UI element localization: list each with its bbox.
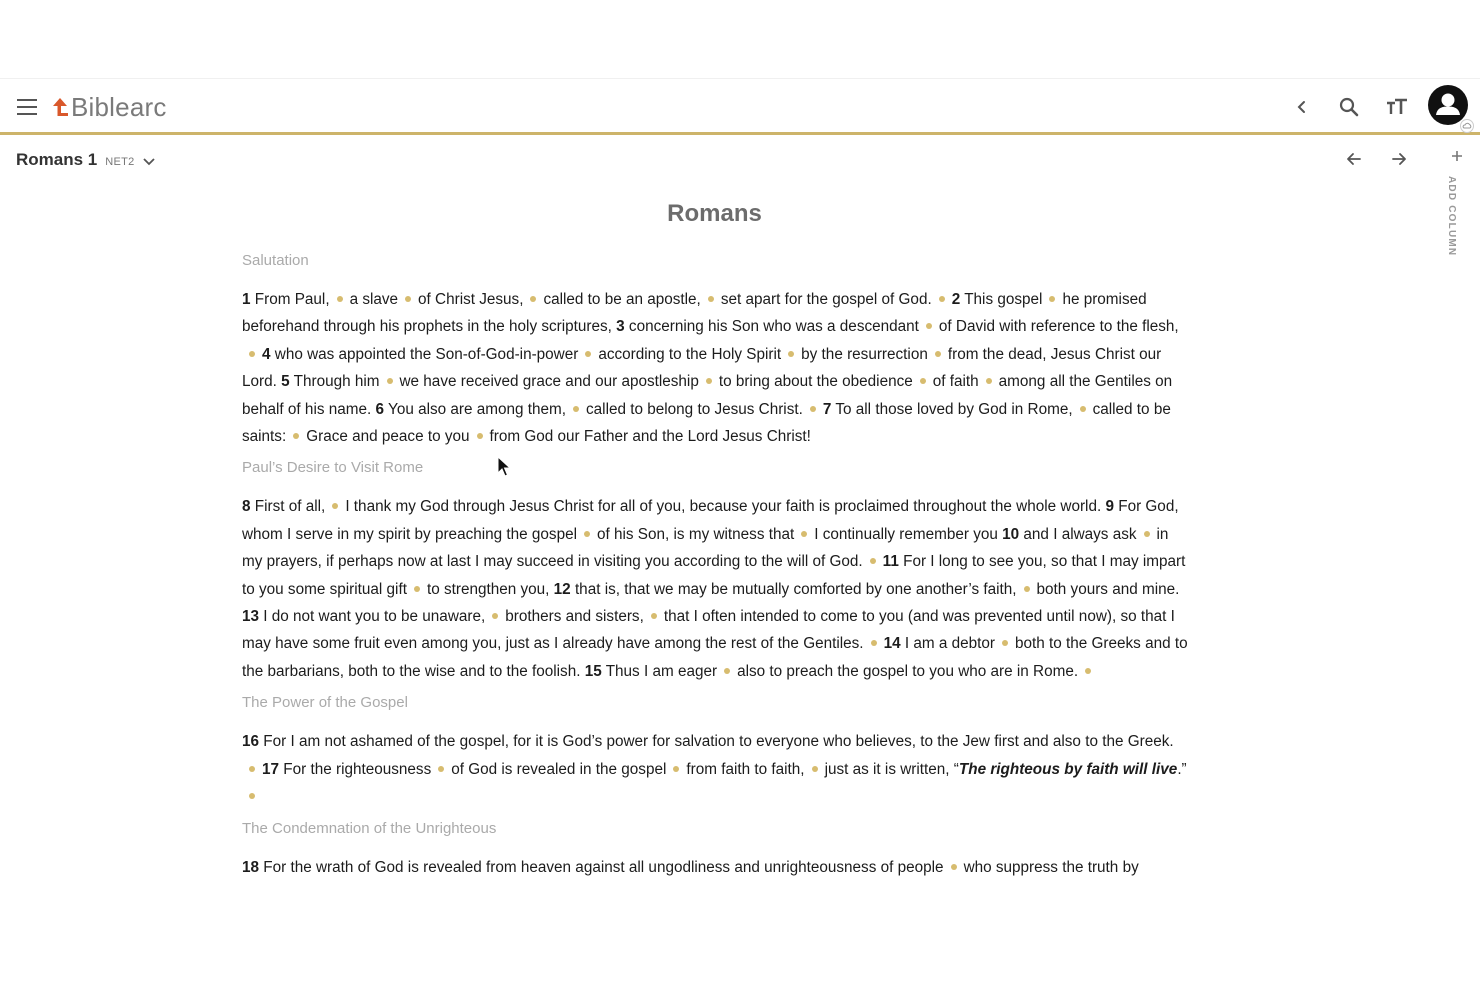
menu-icon[interactable] [17,99,37,115]
section-heading: The Power of the Gospel [242,694,408,712]
note-marker[interactable] [673,766,679,772]
section-heading: Paul’s Desire to Visit Rome [242,459,424,477]
note-marker[interactable] [801,531,807,537]
note-marker[interactable] [1049,296,1055,302]
verse-text: from God our Father and the Lord Jesus Christ! [489,428,811,446]
verse-text: For the wrath of God is revealed from heaven against all ungodliness and unrighteousness of people [263,858,944,876]
verse-number: 1 [242,291,251,308]
note-marker[interactable] [387,378,393,384]
note-marker[interactable] [871,640,877,646]
verse-number: 13 [242,608,260,626]
note-marker[interactable] [706,378,712,384]
verse-text: from the dead, Jesus Christ our Lord. [242,345,1162,391]
scripture-quote: The righteous by faith will live [958,760,1178,778]
section-heading: Salutation [242,252,309,269]
verse-text: he promised beforehand through his prophets in the holy scriptures, [242,291,1147,336]
arrow-right-icon [1391,152,1407,166]
verse-text: among all the Gentiles on behalf of his name. [242,373,1173,418]
add-column-button[interactable] [1440,138,1474,264]
verse-number: 5 [281,373,290,391]
cloud-sync-icon [1460,119,1474,133]
verse-text: we have received grace and our apostleship [399,373,699,391]
note-marker[interactable] [1080,406,1086,412]
note-marker[interactable] [492,613,498,619]
verse-number: 7 [822,400,832,418]
note-marker[interactable] [573,406,579,412]
verse-paragraph [242,854,1192,881]
note-marker[interactable] [249,766,255,772]
passage-selector[interactable] [16,150,155,170]
verse-text: of his Son, is my witness that [597,525,795,543]
passage-content [242,195,1192,910]
plus-icon [1451,150,1463,162]
next-chapter-button[interactable] [1384,146,1414,172]
verse-number: 18 [242,858,260,876]
verse-text: I do not want you to be unaware, [263,608,486,626]
verse-text: Through him [293,373,380,391]
note-marker[interactable] [812,766,818,772]
verse-text: Grace and peace to you [306,428,470,446]
note-marker[interactable] [530,296,536,302]
verse-text: To all those loved by God in Rome, [835,400,1073,418]
verse-paragraph [242,286,1192,450]
verse-text: of David with reference to the flesh, [938,318,1179,336]
verse-number: 15 [584,662,602,680]
text-size-icon[interactable] [1383,93,1411,121]
verse-text: For I am not ashamed of the gospel, for it is God’s power for salvation to everyone who believes, to the Jew first and also to the Greek. [263,733,1174,751]
verse-text: I continually remember you [814,525,998,543]
verse-text: called to belong to Jesus Christ. [586,400,803,418]
note-marker[interactable] [870,558,876,564]
previous-chapter-button[interactable] [1339,146,1369,172]
verse-text: From Paul, [254,291,330,308]
verse-text: set apart for the gospel of God. [720,291,932,308]
note-marker[interactable] [788,351,794,357]
note-marker[interactable] [249,793,255,799]
verse-number: 2 [951,291,961,308]
verse-text: of faith [932,373,979,391]
version-label: NET2 [105,156,135,168]
add-column-label: ADD COLUMN [1446,176,1457,257]
verse-number: 11 [882,553,899,571]
chevron-left-icon[interactable] [1288,93,1316,121]
verse-text: to strengthen you, [426,580,550,598]
chevron-down-icon [143,158,155,166]
section-heading: The Condemnation of the Unrighteous [242,819,497,837]
verse-text: that I often intended to come to you (and was prevented until now), so that I may have some fruit even among you, just as I already have among the rest of the Gentiles. [242,608,1175,653]
note-marker[interactable] [584,531,590,537]
verse-number: 16 [242,733,260,751]
top-bar [0,78,1480,135]
verse-text: according to the Holy Spirit [598,345,782,363]
verse-text: For the righteousness [283,760,432,778]
note-marker[interactable] [708,296,714,302]
verse-text: of Christ Jesus, [418,291,524,308]
note-marker[interactable] [920,378,926,384]
note-marker[interactable] [724,668,730,674]
note-marker[interactable] [405,296,411,302]
note-marker[interactable] [926,323,932,329]
verse-text: brothers and sisters, [505,608,644,626]
note-marker[interactable] [1024,586,1030,592]
note-marker[interactable] [293,433,299,439]
verse-number: 17 [262,760,280,778]
verse-text: a slave [349,291,399,308]
verse-number: 8 [242,498,251,516]
verse-text: from faith to faith, [686,760,805,778]
note-marker[interactable] [332,503,338,509]
passage-sections [242,252,1192,881]
note-marker[interactable] [935,351,941,357]
note-marker[interactable] [939,296,945,302]
search-icon[interactable] [1335,93,1363,121]
verse-text: of God is revealed in the gospel [451,760,667,778]
verse-number: 3 [616,318,625,336]
verse-text: both yours and mine. [1036,580,1180,598]
note-marker[interactable] [249,351,255,357]
verse-number: 12 [553,580,571,598]
verse-text: You also are among them, [388,400,567,418]
verse-text: called to be saints: [242,400,1171,446]
verse-text: who was appointed the Son-of-God-in-power [274,345,579,363]
passage-toolbar [0,138,1440,182]
verse-text: I am a debtor [904,635,995,653]
mouse-cursor-icon [497,456,511,478]
verse-number: 9 [1105,498,1114,516]
verse-text: both to the Greeks and to the barbarians, both to the wise and to the foolish. [242,635,1188,680]
verse-paragraph [242,728,1192,810]
verse-text: and I always ask [1023,525,1137,543]
app-logo[interactable] [50,89,167,125]
verse-text: who suppress the truth by [963,858,1139,876]
note-marker[interactable] [986,378,992,384]
note-marker[interactable] [438,766,444,772]
book-title: Romans [667,200,762,227]
verse-text: just as it is written, “ [824,760,959,778]
passage-reference: Romans 1 [16,150,98,169]
verse-number: 4 [262,345,271,363]
verse-number: 6 [375,400,385,418]
note-marker[interactable] [1144,531,1150,537]
verse-text: that is, that we may be mutually comforted by one another’s faith, [574,580,1017,598]
verse-text: also to preach the gospel to you who are in Rome. [737,662,1079,680]
verse-text: to bring about the obedience [718,373,913,391]
verse-text: For I long to see you, so that I may impart to you some spiritual gift [242,553,1186,598]
note-marker[interactable] [337,296,343,302]
verse-text: I thank my God through Jesus Christ for all of you, because your faith is proclaimed throughout the whole world. [345,498,1102,516]
note-marker[interactable] [585,351,591,357]
verse-text: called to be an apostle, [543,291,701,308]
note-marker[interactable] [477,433,483,439]
verse-text: For God, whom I serve in my spirit by preaching the gospel [242,498,1179,543]
verse-text: First of all, [254,498,326,516]
note-marker[interactable] [1002,640,1008,646]
verse-text: This gospel [964,291,1043,308]
verse-paragraph [242,493,1192,685]
logo-arrow-icon [50,94,70,120]
note-marker[interactable] [651,613,657,619]
arrow-left-icon [1346,152,1362,166]
note-marker[interactable] [414,586,420,592]
verse-text: .” [1177,760,1187,778]
verse-text: Thus I am eager [605,662,718,680]
logo-text: Biblearc [71,91,167,122]
verse-number: 10 [1002,525,1020,543]
verse-text: in my prayers, if perhaps now at last I may succeed in visiting you according to the will of God. [242,525,1169,571]
note-marker[interactable] [1085,668,1091,674]
verse-text: concerning his Son who was a descendant [628,318,919,336]
verse-number: 14 [883,635,901,653]
note-marker[interactable] [951,864,957,870]
note-marker[interactable] [810,406,816,412]
verse-text: by the resurrection [801,345,928,363]
